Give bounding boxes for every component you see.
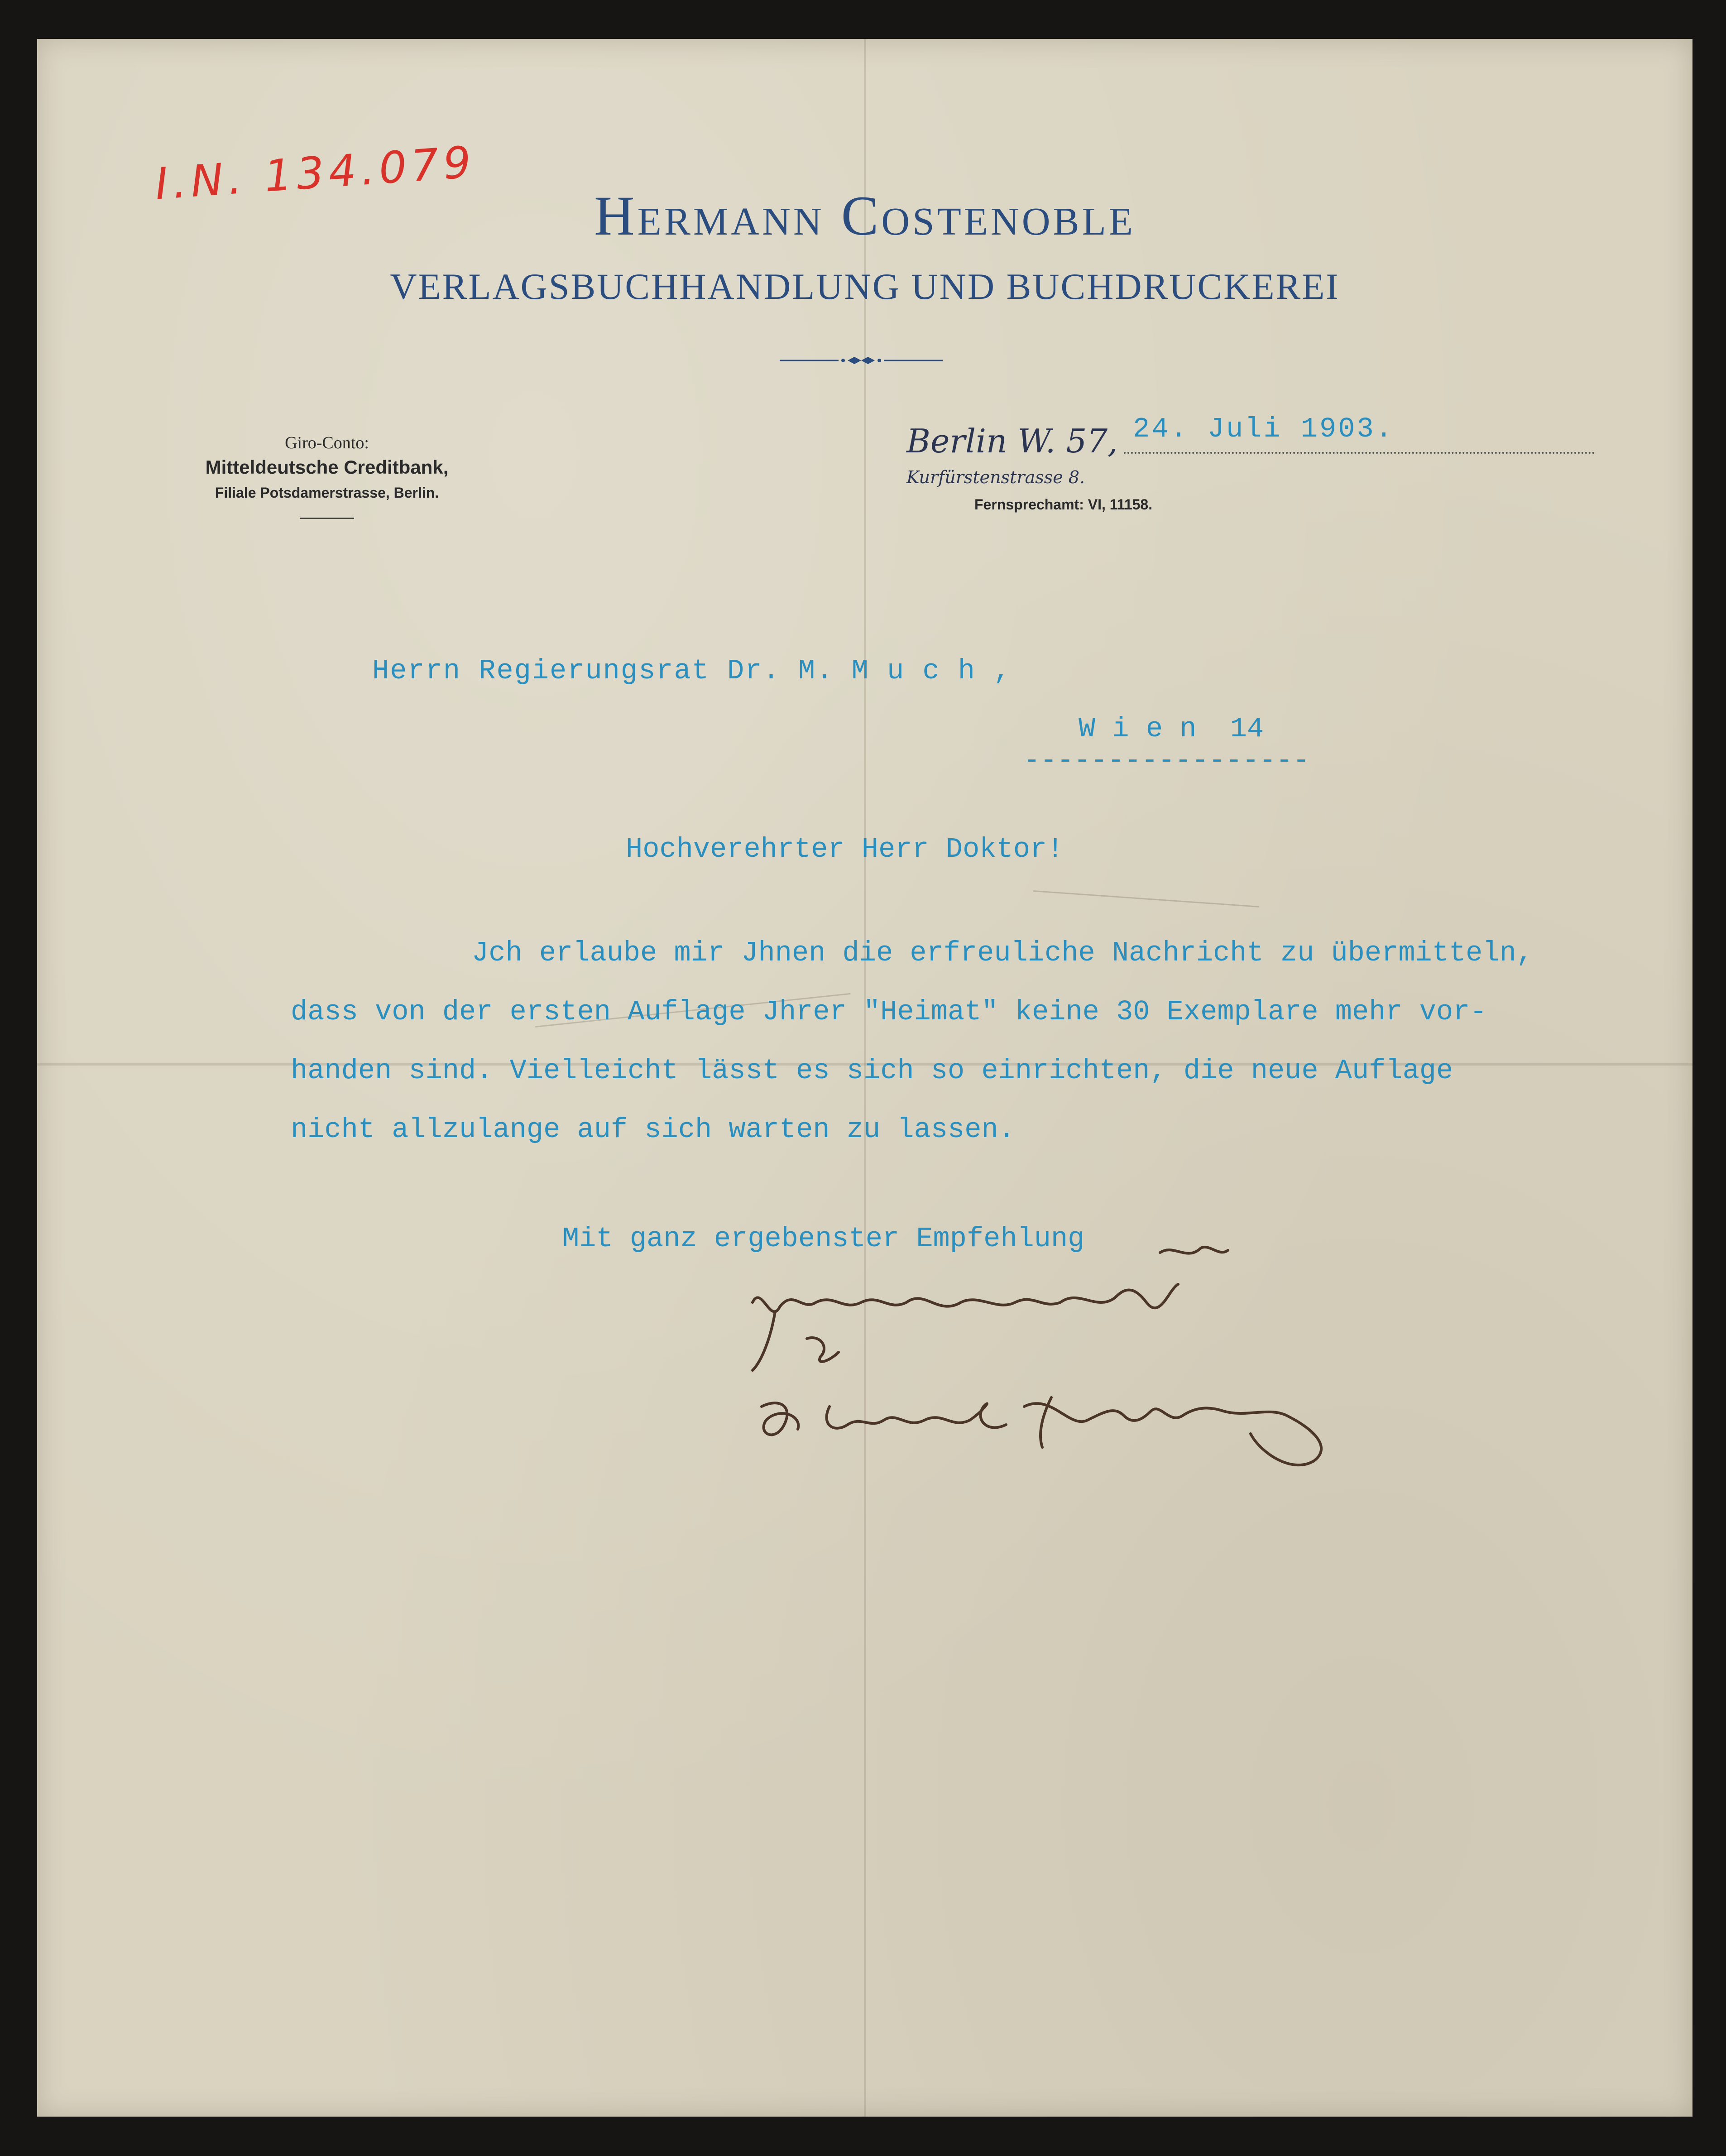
letter-body: [291, 924, 1631, 1159]
archive-number: I.N. 134.079: [153, 136, 477, 210]
firm-name: Hermann Costenoble: [594, 185, 1136, 247]
recipient-city: W i e n 14: [1079, 713, 1264, 745]
salutation: Hochverehrter Herr Doktor!: [626, 833, 1064, 865]
letter-date: 24. Juli 1903.: [1133, 413, 1394, 445]
ornament-divider: [780, 351, 943, 370]
city-underline: -----------------: [1023, 744, 1310, 777]
phone-number: Fernsprechamt: VI, 11158.: [974, 496, 1153, 513]
place: Berlin W. 57,: [906, 422, 1118, 460]
paper-crease: [1033, 890, 1259, 908]
body-line: Jch erlaube mir Jhnen die erfreuliche Nachricht zu übermitteln,: [472, 937, 1533, 969]
bank-rule: [300, 518, 354, 519]
bank-branch: Filiale Potsdamerstrasse, Berlin.: [215, 485, 439, 501]
bank-name: Mitteldeutsche Creditbank,: [205, 456, 449, 478]
street-address: Kurfürstenstrasse 8.: [906, 467, 1085, 487]
handwritten-signature: [725, 1234, 1432, 1470]
recipient-name: Herrn Regierungsrat Dr. M. M u c h ,: [372, 655, 1012, 687]
body-line: dass von der ersten Auflage Jhrer "Heimat" keine 30 Exemplare mehr vor-: [291, 996, 1487, 1028]
closing: Mit ganz ergebenster Empfehlung: [562, 1223, 1085, 1255]
giro-label: Giro-Conto:: [285, 433, 369, 452]
firm-subtitle: VERLAGSBUCHHANDLUNG UND BUCHDRUCKEREI: [390, 266, 1340, 307]
date-dotted-line: [1124, 452, 1595, 454]
letter-sheet: [37, 39, 1692, 2117]
body-line: nicht allzulange auf sich warten zu lassen.: [291, 1114, 1015, 1146]
body-line: handen sind. Vielleicht lässt es sich so einrichten, die neue Auflage: [291, 1055, 1453, 1087]
bank-details: [155, 433, 499, 519]
